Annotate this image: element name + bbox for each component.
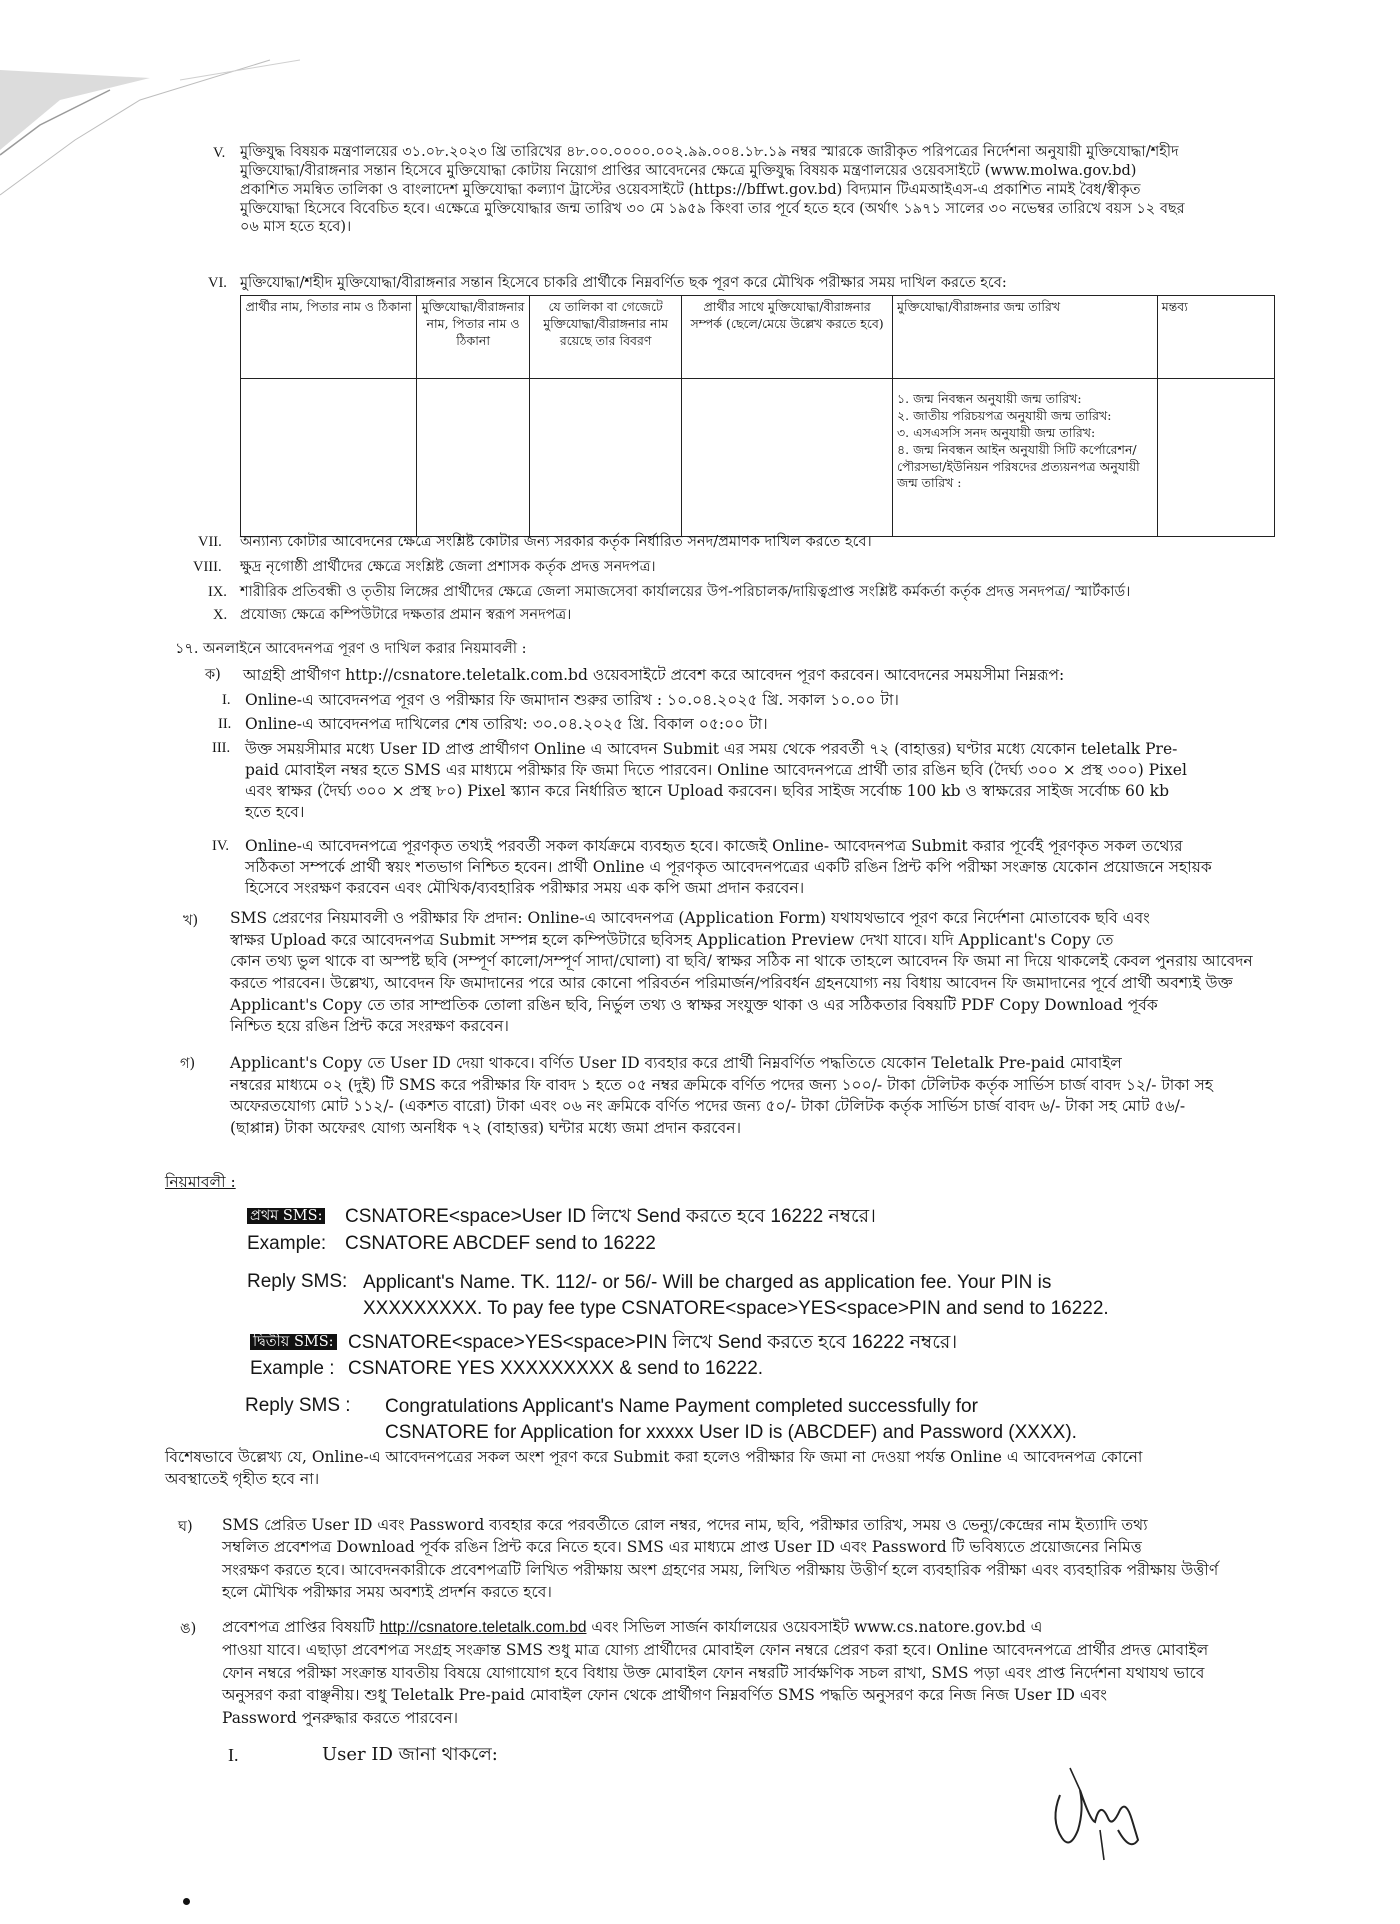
item-umo-label: ঙ) bbox=[180, 1621, 197, 1637]
example-2-text: CSNATORE YES XXXXXXXXX & send to 16222. bbox=[348, 1358, 764, 1379]
reply-2-text bbox=[385, 1394, 1077, 1445]
second-sms-text: CSNATORE<space>YES<space>PIN লিখে Send করতে হবে 16222 নম্বরে। bbox=[348, 1332, 958, 1353]
birth-date-item: ৩. এসএসসি সনদ অনুযায়ী জন্ম তারিখ: bbox=[897, 424, 1096, 440]
table-header-cell: প্রার্থীর নাম, পিতার নাম ও ঠিকানা bbox=[241, 296, 417, 379]
item-ka-text: আগ্রহী প্রার্থীগণ http://csnatore.teletalk.com.bd ওয়েবসাইটে প্রবেশ করে আবেদন পূরণ করবেন। আবেদনের সময়সীমা নিম্নরূপ: bbox=[243, 666, 1065, 684]
item-umo-line: পাওয়া যাবে। এছাড়া প্রবেশপত্র সংগ্রহ সংক্রান্ত SMS শুধু মাত্র যোগ্য প্রার্থীদের মোবাইল ফোন নম্বরে প্রেরণ করা হবে। Online আবেদনপত্রে প্রার্থীর প্রদত্ত মোবাইল bbox=[222, 1641, 1209, 1660]
first-sms-label-text: প্রথম SMS: bbox=[247, 1208, 325, 1224]
item-gha-label: ঘ) bbox=[178, 1519, 193, 1535]
reply-1-text bbox=[363, 1270, 1109, 1321]
item-gha-line: হলে মৌখিক পরীক্ষার সময় অবশ্যই প্রদর্শন করতে হবে। bbox=[222, 1583, 552, 1602]
para-v-line: ০৬ মাস হতে হবে)। bbox=[240, 219, 352, 236]
item-kha-line: কোন তথ্য ভুল থাকে বা অস্পষ্ট ছবি (সম্পূর্ণ কালো/সম্পূর্ণ সাদা/ঘোলা) বা ছবি/ স্বাক্ষর সঠিক না থাকে তাহলে আবেদন ফি জমা না দিয়ে থাকলেই কেবল পুনরায় আবেদন bbox=[230, 952, 1253, 971]
item-iv-line: হিসেবে সংরক্ষণ করবেন এবং মৌখিক/ব্যবহারিক পরীক্ষার সময় এক কপি জমা প্রদান করবেন। bbox=[245, 878, 805, 897]
para-v bbox=[240, 143, 1185, 237]
umo-text-b: এবং সিভিল সার্জন কার্যালয়ের ওয়েবসাইট www.cs.natore.gov.bd এ bbox=[591, 1618, 1043, 1636]
item-iii bbox=[245, 739, 1187, 823]
reply-2-line: CSNATORE for Application for xxxxx User ID is (ABCDEF) and Password (XXXX). bbox=[385, 1421, 1077, 1443]
birth-date-cell bbox=[893, 379, 1158, 537]
birth-date-item: ১. জন্ম নিবন্ধন অনুযায়ী জন্ম তারিখ: bbox=[897, 391, 1082, 406]
birth-date-item: ৪. জন্ম নিবন্ধন আইন অনুযায়ী সিটি কর্পোরেশন/ পৌরসভা/ইউনিয়ন পরিষদের প্রত্যয়নপত্র অনুযায়ী জন্ম তারিখ : bbox=[897, 441, 1140, 491]
item-iv-line: Online-এ আবেদনপত্রে পূরণকৃত তথ্যই পরবর্তী সকল কার্যক্রমে ব্যবহৃত হবে। কাজেই Online- আবেদনপত্র Submit করার পূর্বেই পূরণকৃত সকল তথ্যের bbox=[245, 837, 1183, 855]
table-cell-empty bbox=[530, 379, 682, 537]
item-viii-text: ক্ষুদ্র নৃগোষ্ঠী প্রার্থীদের ক্ষেত্রে সংশ্লিষ্ট জেলা প্রশাসক কর্তৃক প্রদত্ত সনদপত্র। bbox=[240, 559, 656, 575]
para-v-line: মুক্তিযোদ্ধা/বীরাঙ্গনার সন্তান হিসেবে মুক্তিযোদ্ধা কোটায় নিয়োগ প্রাপ্তির আবেদনের ক্ষেত্রে মুক্তিযুদ্ধ বিষয়ক মন্ত্রণালয়ের ওয়েবসাইটে (www.molwa.gov.bd) bbox=[240, 162, 1137, 179]
roman-numeral-iii: III. bbox=[212, 740, 231, 756]
roman-numeral-iv: IV. bbox=[212, 838, 230, 854]
first-sms-text: CSNATORE<space>User ID লিখে Send করতে হবে 16222 নম্বরে। bbox=[345, 1206, 876, 1227]
table-header-cell: মন্তব্য bbox=[1157, 296, 1274, 379]
item-ga-line: Applicant's Copy তে User ID দেয়া থাকবে। বর্ণিত User ID ব্যবহার করে প্রার্থী নিম্নবর্ণিত পদ্ধতিতে যেকোন Teletalk Pre-paid মোবাইল bbox=[230, 1054, 1122, 1072]
table-header-cell: যে তালিকা বা গেজেটে মুক্তিযোদ্ধা/বীরাঙ্গনার নাম রয়েছে তার বিবরণ bbox=[530, 296, 682, 379]
para-v-line: প্রকাশিত সমন্বিত তালিকা ও বাংলাদেশ মুক্তিযোদ্ধা কল্যাণ ট্রাস্টের ওয়েবসাইটে (https://bffwt.gov.bd) বিদ্যমান টিএমআইএস-এ প্রকাশিত নামই বৈধ/স্বীকৃত bbox=[240, 181, 1141, 198]
item-kha-line: স্বাক্ষর Upload করে আবেদনপত্র Submit সম্পন্ন হলে কম্পিউটারে ছবিসহ Application Preview দেখা যাবে। যদি Applicant's Copy তে bbox=[230, 930, 1114, 949]
item-iii-line: হতে হবে। bbox=[245, 802, 305, 821]
table-header-cell: মুক্তিযোদ্ধা/বীরাঙ্গনার নাম, পিতার নাম ও ঠিকানা bbox=[417, 296, 530, 379]
rules-title: নিয়মাবলী : bbox=[165, 1173, 236, 1191]
roman-numeral-vi: VI. bbox=[208, 275, 227, 291]
birth-date-item: ২. জাতীয় পরিচয়পত্র অনুযায়ী জন্ম তারিখ: bbox=[897, 407, 1112, 423]
para-v-line: মুক্তিযোদ্ধা হিসেবে বিবেচিত হবে। এক্ষেত্রে মুক্তিযোদ্ধার জন্ম তারিখ ৩০ মে ১৯৫৯ কিংবা তার পূর্বে হতে হবে (অর্থাৎ ১৯৭১ সালের ৩০ নভেম্বর তারিখে বয়স ১২ বছর bbox=[240, 200, 1185, 217]
scan-dot bbox=[183, 1898, 190, 1905]
reply-2-line: Congratulations Applicant's Name Payment completed successfully for bbox=[385, 1396, 978, 1417]
item-iii-line: paid মোবাইল নম্বর হতে SMS এর মাধ্যমে পরীক্ষার ফি জমা দিতে পারবেন। Online আবেদনপত্রে প্রার্থী তার রঙিন ছবি (দৈর্ঘ্য ৩০০ × প্রস্থ ৩০০) Pixel bbox=[245, 760, 1187, 779]
roman-numeral-i-umo: I. bbox=[228, 1745, 239, 1765]
table-header-cell: মুক্তিযোদ্ধা/বীরাঙ্গনার জন্ম তারিখ bbox=[893, 296, 1158, 379]
item-umo-line bbox=[222, 1616, 1208, 1639]
note-line: অবস্থাতেই গৃহীত হবে না। bbox=[165, 1470, 320, 1489]
example-2-label: Example : bbox=[250, 1358, 335, 1379]
para-v-line: মুক্তিযুদ্ধ বিষয়ক মন্ত্রণালয়ের ৩১.০৮.২০২৩ খ্রি তারিখের ৪৮.০০.০০০০.০০২.৯৯.০০৪.১৮.১৯ নম্বর স্মারকে জারীকৃত পরিপত্রের নির্দেশনা অনুযায়ী মুক্তিযোদ্ধা/শহীদ bbox=[240, 144, 1179, 160]
item-gha-line: SMS প্রেরিত User ID এবং Password ব্যবহার করে পরবর্তীতে রোল নম্বর, পদের নাম, ছবি, পরীক্ষার তারিখ, সময় ও ভেন্যু/কেন্দ্রের নাম ইত্যাদি তথ্য bbox=[222, 1516, 1148, 1534]
item-vii-text: অন্যান্য কোটার আবেদনের ক্ষেত্রে সংশ্লিষ্ট কোটার জন্য সরকার কর্তৃক নির্ধারিত সনদ/প্রমাণক দাখিল করতে হবে। bbox=[240, 534, 872, 550]
item-kha-line: SMS প্রেরণের নিয়মাবলী ও পরীক্ষার ফি প্রদান: Online-এ আবেদনপত্র (Application Form) যথাযথভাবে পূরণ করে নির্দেশনা মোতাবেক ছবি এবং bbox=[230, 909, 1150, 927]
item-gha bbox=[222, 1514, 1218, 1604]
table-cell-empty bbox=[682, 379, 893, 537]
para-vi-text: মুক্তিযোদ্ধা/শহীদ মুক্তিযোদ্ধা/বীরাঙ্গনার সন্তান হিসেবে চাকরি প্রার্থীকে নিম্নবর্ণিত ছক পূরণ করে মৌখিক পরীক্ষার সময় দাখিল করতে হবে: bbox=[240, 275, 1007, 291]
umo-item-i-text: User ID জানা থাকলে: bbox=[322, 1744, 498, 1765]
item-x-text: প্রযোজ্য ক্ষেত্রে কম্পিউটারে দক্ষতার প্রমান স্বরূপ সনদপত্র। bbox=[240, 607, 572, 623]
table-row bbox=[241, 379, 1275, 537]
item-umo-line: ফোন নম্বরে পরীক্ষা সংক্রান্ত যাবতীয় বিষয়ে যোগাযোগ হবে বিধায় উক্ত মোবাইল ফোন নম্বরটি সার্বক্ষণিক সচল রাখা, SMS পড়া এবং প্রাপ্ত নির্দেশনা যথাযথ ভাবে bbox=[222, 1663, 1205, 1682]
roman-numeral-x: X. bbox=[213, 607, 228, 623]
item-ix-text: শারীরিক প্রতিবন্ধী ও তৃতীয় লিঙ্গের প্রার্থীদের ক্ষেত্রে জেলা সমাজসেবা কার্যালয়ের উপ-পরিচালক/দায়িত্বপ্রাপ্ত সংশ্লিষ্ট কর্মকর্তা কর্তৃক প্রদত্ত সনদপত্র/ স্মার্টকার্ড। bbox=[240, 584, 1131, 600]
item-ga-line: অফেরতযোগ্য মোট ১১২/- (একশত বারো) টাকা এবং ০৬ নং ক্রমিকে বর্ণিত পদের জন্য ৫০/- টাকা টেলিটক কর্তৃক সার্ভিস চার্জ বাবদ ৬/- টাকা সহ মোট ৫৬/- bbox=[230, 1097, 1186, 1116]
reply-2-label: Reply SMS : bbox=[245, 1395, 351, 1416]
first-sms-label bbox=[247, 1207, 325, 1226]
reply-1-label: Reply SMS: bbox=[247, 1271, 348, 1292]
item-iii-line: এবং স্বাক্ষর (দৈর্ঘ্য ৩০০ × প্রস্থ ৮০) Pixel স্ক্যান করে নির্ধারিত স্থানে Upload করবেন। ছবির সাইজ সর্বোচ্চ 100 kb ও স্বাক্ষরের সাইজ সর্বোচ্চ 60 kb bbox=[245, 781, 1169, 800]
note-paragraph bbox=[165, 1446, 1142, 1491]
roman-numeral-viii: VIII. bbox=[193, 559, 222, 575]
roman-numeral-ix: IX. bbox=[208, 584, 227, 600]
item-gha-line: সংরক্ষণ করতে হবে। আবেদনকারীকে প্রবেশপত্রটি লিখিত পরীক্ষায় অংশ গ্রহণের সময়, লিখিত পরীক্ষায় উত্তীর্ণ হলে ব্যবহারিক পরীক্ষা এবং ব্যবহারিক পরীক্ষায় উত্তীর্ণ bbox=[222, 1560, 1219, 1579]
table-cell-empty bbox=[417, 379, 530, 537]
item-ga-line: (ছাপ্পান্ন) টাকা অফেরৎ যোগ্য অনধিক ৭২ (বাহাত্তর) ঘন্টার মধ্যে জমা প্রদান করবেন। bbox=[230, 1119, 741, 1138]
reply-1-line: Applicant's Name. TK. 112/- or 56/- Will be charged as application fee. Your PIN is bbox=[363, 1272, 1052, 1293]
example-1-label: Example: bbox=[247, 1233, 327, 1254]
section-17-title: ১৭. অনলাইনে আবেদনপত্র পূরণ ও দাখিল করার নিয়মাবলী : bbox=[175, 641, 527, 657]
item-ga bbox=[230, 1053, 1213, 1140]
teletalk-link[interactable]: http://csnatore.teletalk.com.bd bbox=[379, 1619, 587, 1636]
item-gha-line: সম্বলিত প্রবেশপত্র Download পূর্বক রঙিন প্রিন্ট করে নিতে হবে। SMS এর মাধ্যমে প্রাপ্ত User ID এবং Password টি ভবিষ্যতে প্রয়োজনের নিমিত্ত bbox=[222, 1538, 1142, 1557]
freedom-fighter-info-table bbox=[240, 295, 1275, 537]
second-sms-label-text: দ্বিতীয় SMS: bbox=[250, 1334, 337, 1350]
table-cell-empty bbox=[1157, 379, 1274, 537]
item-umo-line: অনুসরণ করা বাঞ্ছনীয়। শুধু Teletalk Pre-paid মোবাইল ফোন থেকে প্রার্থীগণ নিম্নবর্ণিত SMS পদ্ধতি অনুসরণ করে নিজ নিজ User ID এবং bbox=[222, 1686, 1107, 1705]
roman-numeral-v: V. bbox=[213, 145, 226, 161]
umo-text-a: প্রবেশপত্র প্রাপ্তির বিষয়টি bbox=[222, 1618, 375, 1636]
second-sms-label bbox=[250, 1333, 337, 1352]
item-i-text: Online-এ আবেদনপত্র পূরণ ও পরীক্ষার ফি জমাদান শুরুর তারিখ : ১০.০৪.২০২৫ খ্রি. সকাল ১০.০০ টা। bbox=[245, 691, 899, 709]
item-iii-line: উক্ত সময়সীমার মধ্যে User ID প্রাপ্ত প্রার্থীগণ Online এ আবেদন Submit এর সময় থেকে পরবর্তী ৭২ (বাহাত্তর) ঘণ্টার মধ্যে যেকোন teletalk Pre- bbox=[245, 740, 1178, 758]
item-kha-line: Applicant's Copy তে তার সাম্প্রতিক তোলা রঙিন ছবি, নির্ভুল তথ্য ও স্বাক্ষর সংযুক্ত থাকা ও এর সঠিকতার বিষয়টি PDF Copy Download পূর্বক bbox=[230, 995, 1158, 1014]
table-header-cell: প্রার্থীর সাথে মুক্তিযোদ্ধা/বীরাঙ্গনার সম্পর্ক (ছেলে/মেয়ে উল্লেখ করতে হবে) bbox=[682, 296, 893, 379]
item-ka-label: ক) bbox=[205, 667, 221, 683]
reply-1-line: XXXXXXXXX. To pay fee type CSNATORE<space>YES<space>PIN and send to 16222. bbox=[363, 1297, 1109, 1319]
example-1-text: CSNATORE ABCDEF send to 16222 bbox=[345, 1233, 656, 1254]
item-iv bbox=[245, 836, 1212, 899]
item-kha bbox=[230, 908, 1253, 1038]
item-umo bbox=[222, 1616, 1208, 1729]
item-kha-line: নিশ্চিত হয়ে রঙিন প্রিন্ট করে সংরক্ষণ করবেন। bbox=[230, 1017, 509, 1036]
item-ga-label: গ) bbox=[180, 1056, 196, 1072]
roman-numeral-vii: VII. bbox=[198, 534, 222, 550]
note-line: বিশেষভাবে উল্লেখ্য যে, Online-এ আবেদনপত্রের সকল অংশ পূরণ করে Submit করা হলেও পরীক্ষার ফি জমা না দেওয়া পর্যন্ত Online এ আবেদনপত্র কোনো bbox=[165, 1448, 1143, 1466]
item-kha-line: করতে পারবেন। উল্লেখ্য, আবেদন ফি জমাদানের পরে আর কোনো পরিবর্তন পরিমার্জন/পরিবর্ধন গ্রহনযোগ্য নয় বিধায় আবেদন ফি জমাদানের পূর্বে প্রার্থী অবশ্যই উক্ত bbox=[230, 974, 1233, 993]
item-ii-text: Online-এ আবেদনপত্র দাখিলের শেষ তারিখ: ৩০.০৪.২০২৫ খ্রি. বিকাল ০৫:০০ টা। bbox=[245, 715, 768, 733]
item-umo-line: Password পুনরুদ্ধার করতে পারবেন। bbox=[222, 1708, 459, 1727]
roman-numeral-ii: II. bbox=[218, 716, 232, 732]
signature-icon bbox=[1040, 1760, 1150, 1870]
item-ga-line: নম্বরের মাধ্যমে ০২ (দুই) টি SMS করে পরীক্ষার ফি বাবদ ১ হতে ০৫ নম্বর ক্রমিকে বর্ণিত পদের জন্য ১০০/- টাকা টেলিটক কর্তৃক সার্ভিস চার্জ বাবদ ১২/- টাকা সহ bbox=[230, 1075, 1213, 1094]
roman-numeral-i: I. bbox=[222, 692, 231, 708]
item-kha-label: খ) bbox=[183, 913, 199, 929]
item-iv-line: সঠিকতা সম্পর্কে প্রার্থী স্বয়ং শতভাগ নিশ্চিত হবেন। প্রার্থী Online এ পূরণকৃত আবেদনপত্রের একটি রঙিন প্রিন্ট কপি পরীক্ষা সংক্রান্ত যেকোন প্রয়োজনে সহায়ক bbox=[245, 857, 1212, 876]
table-cell-empty bbox=[241, 379, 417, 537]
table-header-row bbox=[241, 296, 1275, 379]
